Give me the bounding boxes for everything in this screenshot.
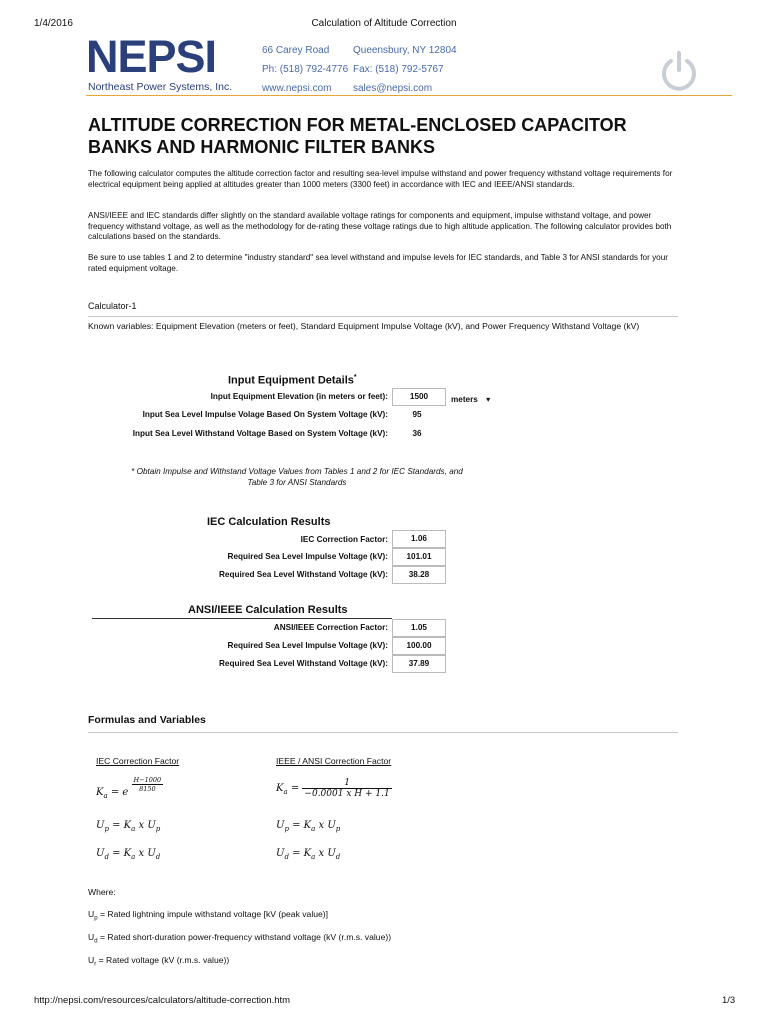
unit-select-value: meters bbox=[451, 395, 478, 404]
definition-up-text: = Rated lightning impule withstand voltage [kV (peak value)] bbox=[99, 909, 329, 919]
formulas-rule bbox=[88, 732, 678, 733]
iec-withstand-label: Required Sea Level Withstand Voltage (kV): bbox=[218, 570, 388, 579]
ansi-factor-label: ANSI/IEEE Correction Factor: bbox=[273, 623, 388, 632]
ieee-ka-formula: $K_a$ = $\frac{1}{\text{−0.0001 x H + 1.1}}$ bbox=[276, 778, 390, 799]
iec-factor-value: 1.06 bbox=[392, 530, 446, 548]
definition-ud: $U_d$ = Rated short-duration power-frequency withstand voltage (kV (r.m.s. value)) bbox=[88, 932, 392, 945]
iec-ka-formula: $K_a = e$ $\frac{H-1000}{8150}$ bbox=[96, 776, 162, 800]
footer-url[interactable]: http://nepsi.com/resources/calculators/altitude-correction.htm bbox=[34, 995, 291, 1006]
intro-paragraph-1: The following calculator computes the altitude correction factor and resulting sea-level impulse withstand and power frequency withstand voltage requirements for electrical equipment being applied at altitudes greater than 1000 meters (3300 feet) in accordance with IEC and IEEE/ANSI standards. bbox=[88, 169, 673, 189]
phone: Ph: (518) 792-4776 bbox=[262, 64, 349, 75]
fax: Fax: (518) 792-5767 bbox=[353, 64, 444, 75]
input-note-line-2: Table 3 for ANSI Standards bbox=[247, 478, 347, 487]
withstand-input-label: Input Sea Level Withstand Voltage Based on System Voltage (kV): bbox=[132, 429, 388, 438]
ieee-ud-formula: $U_d = K_a$ x $U_d$ bbox=[276, 848, 341, 861]
iec-exponent-denominator: 8150 bbox=[139, 785, 156, 793]
logo-subtitle: Northeast Power Systems, Inc. bbox=[88, 81, 233, 93]
definition-ur-text: = Rated voltage (kV (r.m.s. value)) bbox=[98, 955, 230, 965]
address: 66 Carey Road bbox=[262, 45, 330, 56]
footer-page-number: 1/3 bbox=[722, 995, 736, 1006]
definition-ud-text: = Rated short-duration power-frequency withstand voltage (kV (r.m.s. value)) bbox=[99, 932, 392, 942]
iec-exponent bbox=[132, 776, 164, 793]
ansi-factor-value: 1.05 bbox=[392, 619, 446, 637]
nepsi-logo[interactable]: NEPSI bbox=[86, 31, 217, 82]
iec-heading: IEC Calculation Results bbox=[207, 516, 331, 528]
ieee-formula-heading: IEEE / ANSI Correction Factor bbox=[276, 756, 392, 766]
ieee-fraction bbox=[302, 778, 391, 799]
formulas-title: Formulas and Variables bbox=[88, 714, 206, 726]
intro-paragraph-3: Be sure to use tables 1 and 2 to determine "industry standard" sea level withstand and impulse levels for IEC standards, and Table 3 for ANSI standards for your rated equipment voltage. bbox=[88, 253, 669, 273]
ansi-withstand-label: Required Sea Level Withstand Voltage (kV): bbox=[218, 659, 388, 668]
input-note-line-1: * Obtain Impulse and Withstand Voltage Values from Tables 1 and 2 for IEC Standards, and bbox=[131, 467, 463, 476]
calculator-rule bbox=[88, 316, 678, 317]
ieee-up-formula: $U_p = K_a$ x $U_p$ bbox=[276, 820, 341, 833]
ansi-heading: ANSI/IEEE Calculation Results bbox=[188, 604, 348, 616]
definition-up: $U_p$ = Rated lightning impule withstand voltage [kV (peak value)] bbox=[88, 909, 329, 922]
email-link[interactable]: sales@nepsi.com bbox=[353, 83, 433, 94]
iec-impulse-value: 101.01 bbox=[392, 548, 446, 566]
iec-exponent-numerator: H−1000 bbox=[133, 776, 162, 784]
withstand-input[interactable]: 36 bbox=[412, 429, 422, 438]
ieee-fraction-numerator: 1 bbox=[302, 778, 391, 789]
input-heading-mark: * bbox=[353, 374, 357, 381]
ka-symbol: K bbox=[96, 787, 104, 798]
website-link[interactable]: www.nepsi.com bbox=[262, 83, 332, 94]
iec-withstand-value: 38.28 bbox=[392, 566, 446, 584]
definition-ur: $U_r$ = Rated voltage (kV (r.m.s. value)) bbox=[88, 955, 230, 968]
page-title: ALTITUDE CORRECTION FOR METAL-ENCLOSED CAPACITOR BANKS AND HARMONIC FILTER BANKS bbox=[88, 115, 627, 157]
input-note bbox=[90, 466, 504, 488]
chevron-down-icon: ▾ bbox=[486, 395, 491, 404]
elevation-label: Input Equipment Elevation (in meters or feet): bbox=[210, 392, 388, 401]
ieee-fraction-denominator: −0.0001 x H + 1.1 bbox=[304, 789, 390, 799]
city: Queensbury, NY 12804 bbox=[353, 45, 457, 56]
where-label: Where: bbox=[88, 887, 116, 897]
impulse-input-label: Input Sea Level Impulse Volage Based On System Voltage (kV): bbox=[142, 410, 388, 419]
elevation-input[interactable]: 1500 bbox=[392, 388, 446, 406]
impulse-input[interactable]: 95 bbox=[412, 410, 422, 419]
ansi-withstand-value: 37.89 bbox=[392, 655, 446, 673]
iec-impulse-label: Required Sea Level Impulse Voltage (kV): bbox=[227, 552, 388, 561]
iec-ud-formula: $U_d = K_a$ x $U_d$ bbox=[96, 848, 161, 861]
intro-paragraph-2: ANSI/IEEE and IEC standards differ slightly on the standard available voltage ratings for components and equipment, impulse withstand voltage, and power frequency withstand voltage, as well as the methodology for de-rating these voltage ratings due to high altitude application. The following calculator provides both calculations based on the standards. bbox=[88, 211, 672, 241]
ansi-impulse-value: 100.00 bbox=[392, 637, 446, 655]
ansi-impulse-label: Required Sea Level Impulse Voltage (kV): bbox=[227, 641, 388, 650]
ansi-heading-rule bbox=[92, 618, 392, 619]
iec-factor-label: IEC Correction Factor: bbox=[300, 535, 388, 544]
contact-column-right bbox=[353, 41, 457, 98]
calculator-label: Calculator-1 bbox=[88, 301, 137, 311]
unit-select[interactable] bbox=[451, 394, 490, 404]
input-heading-text: Input Equipment Details bbox=[228, 374, 354, 387]
header-rule bbox=[86, 95, 732, 96]
input-heading bbox=[228, 374, 357, 387]
known-variables: Known variables: Equipment Elevation (meters or feet), Standard Equipment Impulse Voltage (kV), and Power Frequency Withstand Voltage (kV) bbox=[88, 321, 640, 331]
contact-column-left bbox=[262, 41, 348, 98]
print-date: 1/4/2016 bbox=[34, 18, 73, 29]
iec-up-formula: $U_p = K_a$ x $U_p$ bbox=[96, 820, 161, 833]
iec-formula-heading: IEC Correction Factor bbox=[96, 756, 180, 766]
power-icon bbox=[656, 48, 702, 94]
print-title: Calculation of Altitude Correction bbox=[311, 18, 457, 29]
